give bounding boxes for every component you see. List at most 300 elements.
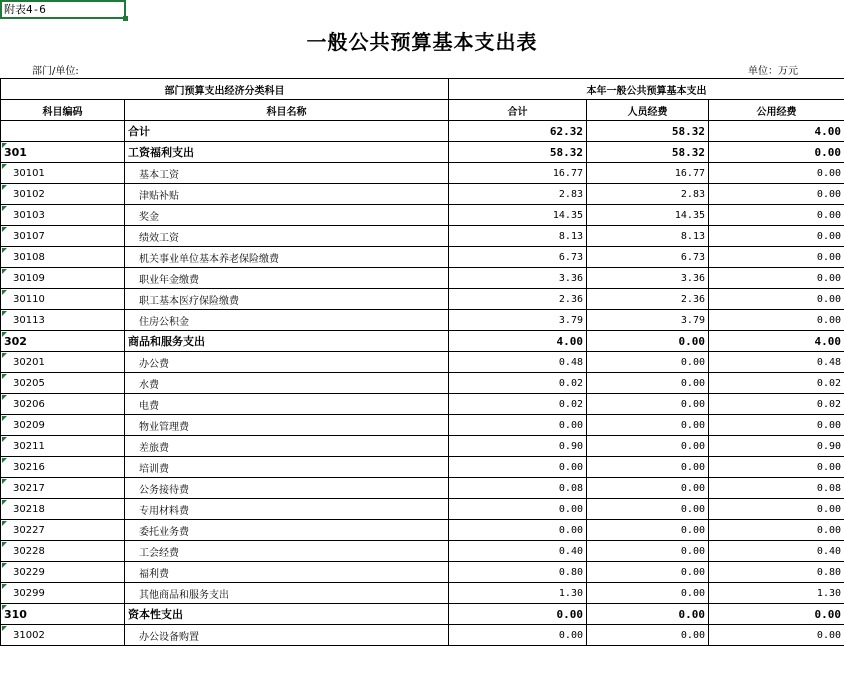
cell-indicator-icon: [2, 374, 7, 379]
cell-name-text: 职业年金缴费: [139, 274, 199, 286]
cell-code-text: 30216: [13, 461, 45, 473]
cell-code[interactable]: [1, 604, 125, 625]
cell-personnel-text: 0.00: [680, 503, 705, 515]
cell-name[interactable]: [125, 163, 449, 184]
cell-name[interactable]: [125, 184, 449, 205]
cell-code-text: 30228: [13, 545, 45, 557]
cell-personnel-text: 0.00: [678, 334, 705, 348]
table-row: [1, 184, 844, 205]
cell-personnel[interactable]: [587, 310, 709, 331]
cell-public[interactable]: [709, 478, 844, 499]
cell-public[interactable]: [709, 625, 844, 646]
table-row: [1, 289, 844, 310]
cell-indicator-icon: [2, 206, 7, 211]
table-row: [1, 268, 844, 289]
cell-name[interactable]: [125, 142, 449, 163]
cell-public-text: 0.00: [816, 629, 842, 641]
cell-public-text: 0.00: [816, 524, 842, 536]
cell-name-text: 住房公积金: [139, 316, 189, 328]
cell-total-text: 14.35: [552, 209, 583, 221]
cell-total[interactable]: [449, 352, 587, 373]
cell-personnel[interactable]: [587, 268, 709, 289]
table-row: [1, 541, 844, 562]
cell-code-text: 30101: [13, 167, 45, 179]
cell-total-text: 0.00: [558, 503, 583, 515]
cell-public-text: 0.00: [816, 167, 842, 179]
cell-personnel[interactable]: [587, 289, 709, 310]
table-row: [1, 352, 844, 373]
cell-total-text: 6.73: [558, 251, 583, 263]
fill-handle[interactable]: [123, 16, 128, 21]
cell-code[interactable]: [1, 184, 125, 205]
cell-code[interactable]: [1, 625, 125, 646]
cell-public[interactable]: [709, 604, 844, 625]
cell-total-text: 2.83: [558, 188, 583, 200]
cell-total-text: 3.36: [558, 272, 583, 284]
table-row: [1, 625, 844, 646]
cell-personnel-text: 0.00: [680, 524, 705, 536]
cell-code-text: 30211: [13, 440, 45, 452]
cell-name[interactable]: [125, 583, 449, 604]
cell-total-text: 16.77: [552, 167, 583, 179]
cell-total[interactable]: [449, 541, 587, 562]
table-row: [1, 205, 844, 226]
cell-code[interactable]: [1, 163, 125, 184]
cell-public[interactable]: [709, 394, 844, 415]
cell-public[interactable]: [709, 268, 844, 289]
cell-code-text: 30299: [13, 587, 45, 599]
cell-indicator-icon: [2, 458, 7, 463]
cell-code-text: 30113: [13, 314, 45, 326]
cell-total[interactable]: [449, 625, 587, 646]
cell-public-text: 0.00: [816, 314, 842, 326]
cell-code-text: 30201: [13, 356, 45, 368]
cell-code-text: 30218: [13, 503, 45, 515]
table-row: [1, 310, 844, 331]
cell-total-text: 62.32: [549, 124, 583, 138]
cell-code[interactable]: [1, 142, 125, 163]
cell-code-text: 30102: [13, 188, 45, 200]
cell-reference[interactable]: [0, 0, 126, 19]
cell-total[interactable]: [449, 415, 587, 436]
table-row: [1, 121, 844, 142]
cell-indicator-icon: [2, 416, 7, 421]
cell-personnel-text: 0.00: [680, 629, 705, 641]
cell-total-text: 8.13: [558, 230, 583, 242]
cell-personnel[interactable]: [587, 604, 709, 625]
cell-code[interactable]: [1, 331, 125, 352]
cell-personnel[interactable]: [587, 499, 709, 520]
cell-indicator-icon: [2, 437, 7, 442]
cell-personnel[interactable]: [587, 394, 709, 415]
cell-personnel[interactable]: [587, 184, 709, 205]
cell-name[interactable]: [125, 457, 449, 478]
cell-name[interactable]: [125, 478, 449, 499]
cell-public[interactable]: [709, 121, 844, 142]
cell-personnel-text: 0.00: [680, 419, 705, 431]
cell-code-text: 30205: [13, 377, 45, 389]
cell-total[interactable]: [449, 289, 587, 310]
cell-personnel[interactable]: [587, 541, 709, 562]
cell-code-text: 30209: [13, 419, 45, 431]
cell-indicator-icon: [2, 164, 7, 169]
cell-personnel-text: 0.00: [680, 587, 705, 599]
cell-public-text: 0.00: [816, 503, 842, 515]
cell-public-text: 4.00: [814, 334, 842, 348]
cell-personnel[interactable]: [587, 205, 709, 226]
header-group-classification: 部门预算支出经济分类科目: [1, 79, 449, 100]
cell-name[interactable]: [125, 562, 449, 583]
cell-public-text: 0.08: [816, 482, 842, 494]
cell-indicator-icon: [2, 584, 7, 589]
cell-name-text: 绩效工资: [139, 232, 179, 244]
cell-code-text: 30206: [13, 398, 45, 410]
cell-personnel[interactable]: [587, 457, 709, 478]
table-row: [1, 457, 844, 478]
cell-public[interactable]: [709, 310, 844, 331]
cell-total[interactable]: [449, 562, 587, 583]
cell-name-text: 差旅费: [139, 442, 169, 454]
cell-total-text: 3.79: [558, 314, 583, 326]
table-row: [1, 226, 844, 247]
cell-total[interactable]: [449, 184, 587, 205]
table-row: [1, 331, 844, 352]
cell-name-text: 办公费: [139, 358, 169, 370]
cell-personnel[interactable]: [587, 226, 709, 247]
cell-indicator-icon: [2, 626, 7, 631]
cell-name[interactable]: [125, 205, 449, 226]
cell-total-text: 0.40: [558, 545, 583, 557]
table-row: [1, 583, 844, 604]
cell-total[interactable]: [449, 163, 587, 184]
cell-indicator-icon: [2, 605, 7, 610]
cell-total-text: 0.00: [558, 629, 583, 641]
cell-reference-text: 附表4-6: [4, 3, 46, 16]
cell-total[interactable]: [449, 583, 587, 604]
cell-code[interactable]: [1, 373, 125, 394]
cell-total[interactable]: [449, 331, 587, 352]
cell-public-text: 0.00: [816, 188, 842, 200]
cell-code[interactable]: [1, 310, 125, 331]
cell-total[interactable]: [449, 142, 587, 163]
cell-code[interactable]: [1, 562, 125, 583]
cell-name-text: 津贴补贴: [139, 190, 179, 202]
cell-public-text: 4.00: [814, 124, 842, 138]
cell-total[interactable]: [449, 436, 587, 457]
cell-public[interactable]: [709, 205, 844, 226]
cell-personnel-text: 3.79: [680, 314, 705, 326]
cell-public-text: 0.00: [816, 293, 842, 305]
department-label: 部门/单位:: [32, 66, 79, 77]
cell-total-text: 0.00: [558, 524, 583, 536]
cell-personnel-text: 3.36: [680, 272, 705, 284]
cell-public[interactable]: [709, 331, 844, 352]
cell-public[interactable]: [709, 247, 844, 268]
table-row: [1, 436, 844, 457]
cell-name[interactable]: [125, 226, 449, 247]
cell-indicator-icon: [2, 479, 7, 484]
cell-code-text: 302: [4, 334, 27, 348]
cell-total[interactable]: [449, 268, 587, 289]
header-public: 公用经费: [709, 100, 844, 121]
cell-total[interactable]: [449, 121, 587, 142]
cell-name-text: 奖金: [139, 211, 159, 223]
cell-personnel-text: 8.13: [680, 230, 705, 242]
cell-indicator-icon: [2, 500, 7, 505]
cell-name-text: 其他商品和服务支出: [139, 589, 229, 601]
cell-name-text: 专用材料费: [139, 505, 189, 517]
cell-public[interactable]: [709, 142, 844, 163]
cell-total[interactable]: [449, 499, 587, 520]
cell-name[interactable]: [125, 499, 449, 520]
cell-personnel-text: 58.32: [671, 124, 705, 138]
cell-name[interactable]: [125, 415, 449, 436]
cell-name-text: 办公设备购置: [139, 631, 199, 643]
cell-code-text: 30109: [13, 272, 45, 284]
cell-code[interactable]: [1, 541, 125, 562]
cell-code[interactable]: [1, 436, 125, 457]
cell-name[interactable]: [125, 289, 449, 310]
header-name: 科目名称: [125, 100, 449, 121]
cell-code[interactable]: [1, 247, 125, 268]
cell-code-text: 30107: [13, 230, 45, 242]
cell-public-text: 0.90: [816, 440, 842, 452]
cell-total-text: 0.02: [558, 398, 583, 410]
cell-total[interactable]: [449, 226, 587, 247]
cell-total-text: 0.90: [558, 440, 583, 452]
cell-personnel[interactable]: [587, 121, 709, 142]
cell-personnel[interactable]: [587, 436, 709, 457]
cell-public[interactable]: [709, 499, 844, 520]
table-row: [1, 478, 844, 499]
cell-code-text: 30217: [13, 482, 45, 494]
cell-total-text: 4.00: [556, 334, 583, 348]
cell-public-text: 0.00: [814, 607, 842, 621]
cell-public[interactable]: [709, 415, 844, 436]
cell-indicator-icon: [2, 542, 7, 547]
cell-name-text: 商品和服务支出: [128, 335, 205, 348]
cell-name-text: 合计: [128, 125, 150, 138]
table-row: [1, 373, 844, 394]
cell-public[interactable]: [709, 352, 844, 373]
cell-indicator-icon: [2, 185, 7, 190]
cell-personnel[interactable]: [587, 478, 709, 499]
cell-indicator-icon: [2, 248, 7, 253]
cell-total-text: 0.00: [558, 419, 583, 431]
cell-public-text: 0.00: [816, 272, 842, 284]
cell-public[interactable]: [709, 520, 844, 541]
cell-code[interactable]: [1, 268, 125, 289]
cell-total[interactable]: [449, 247, 587, 268]
budget-table: [0, 78, 844, 646]
cell-name[interactable]: [125, 394, 449, 415]
cell-personnel[interactable]: [587, 373, 709, 394]
cell-personnel[interactable]: [587, 583, 709, 604]
cell-public[interactable]: [709, 184, 844, 205]
cell-name-text: 电费: [139, 400, 159, 412]
cell-total-text: 0.48: [558, 356, 583, 368]
cell-total[interactable]: [449, 457, 587, 478]
cell-code-text: 310: [4, 607, 27, 621]
cell-code[interactable]: [1, 457, 125, 478]
cell-code-text: 30229: [13, 566, 45, 578]
cell-total-text: 58.32: [549, 145, 583, 159]
table-row: [1, 142, 844, 163]
cell-code[interactable]: [1, 121, 125, 142]
cell-name-text: 公务接待费: [139, 484, 189, 496]
cell-total-text: 0.00: [556, 607, 583, 621]
cell-public-text: 0.40: [816, 545, 842, 557]
cell-total[interactable]: [449, 373, 587, 394]
cell-indicator-icon: [2, 227, 7, 232]
cell-name-text: 工会经费: [139, 547, 179, 559]
cell-personnel[interactable]: [587, 247, 709, 268]
cell-code-text: 30103: [13, 209, 45, 221]
cell-public-text: 0.00: [816, 251, 842, 263]
cell-public-text: 0.00: [816, 209, 842, 221]
unit-label: 单位：万元: [748, 66, 798, 77]
cell-personnel[interactable]: [587, 142, 709, 163]
cell-personnel-text: 0.00: [678, 607, 705, 621]
cell-name[interactable]: [125, 247, 449, 268]
cell-personnel-text: 0.00: [680, 440, 705, 452]
header-group-expenditure: 本年一般公共预算基本支出: [449, 79, 844, 100]
cell-public-text: 0.00: [816, 461, 842, 473]
cell-name[interactable]: [125, 541, 449, 562]
cell-total-text: 0.08: [558, 482, 583, 494]
cell-name[interactable]: [125, 604, 449, 625]
cell-personnel[interactable]: [587, 415, 709, 436]
cell-name-text: 物业管理费: [139, 421, 189, 433]
cell-personnel[interactable]: [587, 625, 709, 646]
cell-code[interactable]: [1, 499, 125, 520]
cell-name-text: 工资福利支出: [128, 146, 194, 159]
cell-personnel-text: 2.36: [680, 293, 705, 305]
cell-name[interactable]: [125, 121, 449, 142]
cell-name[interactable]: [125, 625, 449, 646]
cell-public-text: 0.80: [816, 566, 842, 578]
cell-code[interactable]: [1, 478, 125, 499]
cell-name[interactable]: [125, 520, 449, 541]
cell-code[interactable]: [1, 205, 125, 226]
cell-name[interactable]: [125, 268, 449, 289]
cell-public[interactable]: [709, 436, 844, 457]
cell-total[interactable]: [449, 478, 587, 499]
cell-total[interactable]: [449, 205, 587, 226]
cell-total[interactable]: [449, 310, 587, 331]
cell-name-text: 福利费: [139, 568, 169, 580]
cell-public-text: 1.30: [816, 587, 842, 599]
table-row: [1, 394, 844, 415]
cell-personnel-text: 6.73: [680, 251, 705, 263]
table-row: [1, 499, 844, 520]
cell-personnel-text: 0.00: [680, 545, 705, 557]
cell-total-text: 0.00: [558, 461, 583, 473]
header-code: 科目编码: [1, 100, 125, 121]
cell-name[interactable]: [125, 310, 449, 331]
cell-total-text: 1.30: [558, 587, 583, 599]
page-title: 一般公共预算基本支出表: [306, 30, 538, 54]
cell-code[interactable]: [1, 520, 125, 541]
cell-name-text: 机关事业单位基本养老保险缴费: [139, 253, 279, 265]
cell-public[interactable]: [709, 583, 844, 604]
cell-code[interactable]: [1, 352, 125, 373]
cell-total[interactable]: [449, 604, 587, 625]
cell-personnel-text: 16.77: [674, 167, 705, 179]
cell-public-text: 0.02: [816, 377, 842, 389]
cell-name[interactable]: [125, 331, 449, 352]
cell-indicator-icon: [2, 353, 7, 358]
cell-public-text: 0.00: [816, 230, 842, 242]
cell-name-text: 基本工资: [139, 169, 179, 181]
cell-public[interactable]: [709, 541, 844, 562]
cell-public-text: 0.02: [816, 398, 842, 410]
cell-total[interactable]: [449, 394, 587, 415]
cell-personnel[interactable]: [587, 562, 709, 583]
cell-indicator-icon: [2, 563, 7, 568]
cell-code[interactable]: [1, 415, 125, 436]
cell-total-text: 0.02: [558, 377, 583, 389]
cell-personnel[interactable]: [587, 520, 709, 541]
cell-code-text: 31002: [13, 629, 45, 641]
cell-personnel-text: 2.83: [680, 188, 705, 200]
cell-code-text: 30108: [13, 251, 45, 263]
cell-public[interactable]: [709, 289, 844, 310]
cell-indicator-icon: [2, 395, 7, 400]
cell-personnel-text: 0.00: [680, 377, 705, 389]
table-row: [1, 415, 844, 436]
cell-name-text: 委托业务费: [139, 526, 189, 538]
cell-personnel[interactable]: [587, 331, 709, 352]
cell-name-text: 资本性支出: [128, 608, 183, 621]
cell-personnel[interactable]: [587, 163, 709, 184]
cell-indicator-icon: [2, 290, 7, 295]
table-row: [1, 163, 844, 184]
cell-public-text: 0.00: [816, 419, 842, 431]
cell-code-text: 30110: [13, 293, 45, 305]
table-body: [1, 121, 844, 646]
cell-personnel[interactable]: [587, 352, 709, 373]
table-row: [1, 604, 844, 625]
cell-code-text: 30227: [13, 524, 45, 536]
cell-total-text: 0.80: [558, 566, 583, 578]
cell-code[interactable]: [1, 289, 125, 310]
cell-personnel-text: 0.00: [680, 398, 705, 410]
cell-name-text: 培训费: [139, 463, 169, 475]
cell-public[interactable]: [709, 226, 844, 247]
cell-public[interactable]: [709, 457, 844, 478]
cell-code[interactable]: [1, 583, 125, 604]
cell-public[interactable]: [709, 373, 844, 394]
cell-total[interactable]: [449, 520, 587, 541]
cell-name[interactable]: [125, 352, 449, 373]
cell-code-text: 301: [4, 145, 27, 159]
cell-public[interactable]: [709, 163, 844, 184]
cell-indicator-icon: [2, 521, 7, 526]
cell-indicator-icon: [2, 311, 7, 316]
cell-name[interactable]: [125, 436, 449, 457]
cell-code[interactable]: [1, 226, 125, 247]
header-total: 合计: [449, 100, 587, 121]
cell-code[interactable]: [1, 394, 125, 415]
cell-personnel-text: 58.32: [671, 145, 705, 159]
cell-personnel-text: 0.00: [680, 566, 705, 578]
cell-name[interactable]: [125, 373, 449, 394]
header-personnel: 人员经费: [587, 100, 709, 121]
cell-personnel-text: 0.00: [680, 482, 705, 494]
cell-public[interactable]: [709, 562, 844, 583]
cell-indicator-icon: [2, 332, 7, 337]
